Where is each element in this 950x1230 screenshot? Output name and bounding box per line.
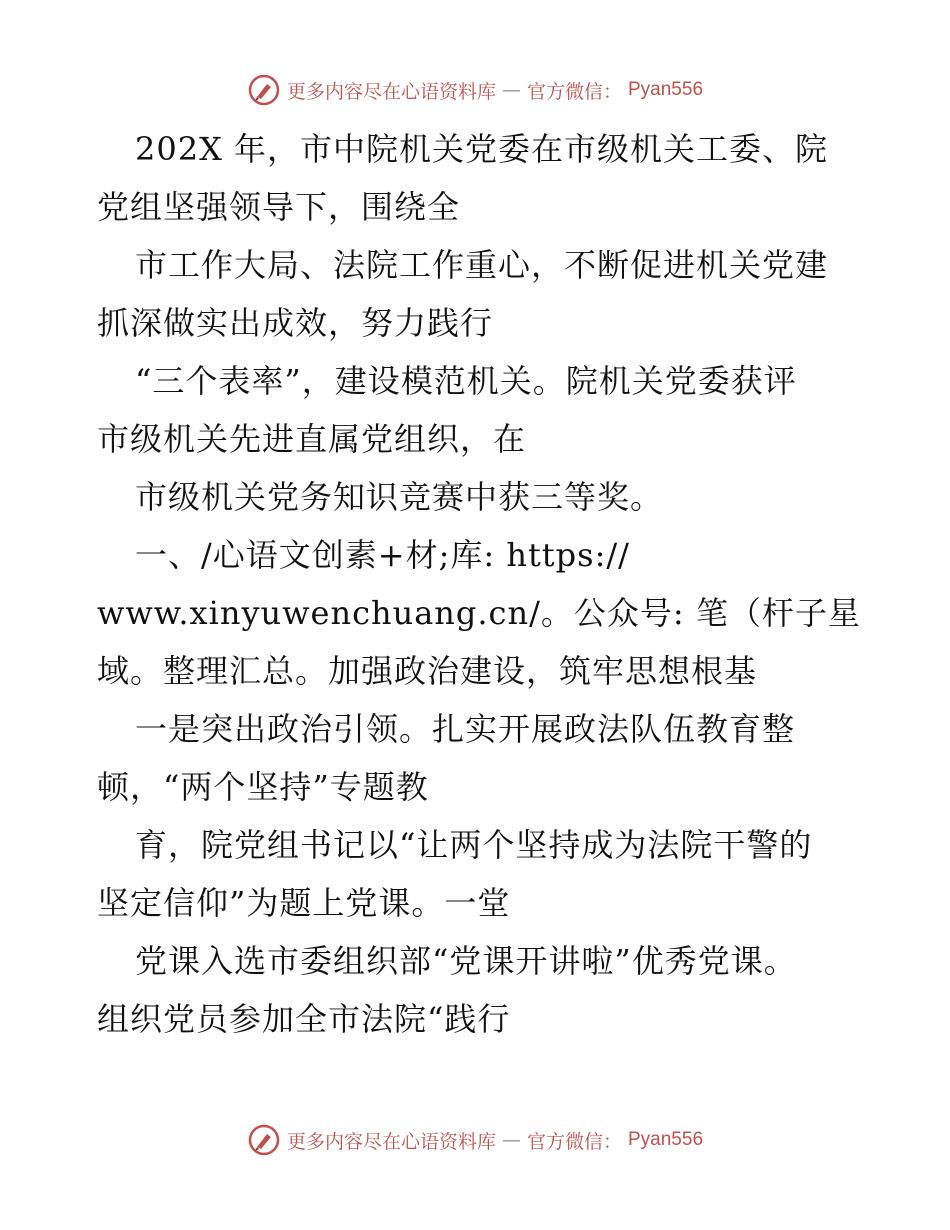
paragraph-line: 党组坚强领导下，围绕全 bbox=[97, 188, 461, 226]
paragraph-line: 育，院党组书记以“让两个坚持成为法院干警的 bbox=[135, 826, 813, 864]
paragraph-line: 党课入选市委组织部“党课开讲啦”优秀党课。 bbox=[135, 942, 797, 980]
header-banner-text: 更多内容尽在心语资料库 bbox=[286, 80, 496, 103]
footer-wechat-id: Pyan556 bbox=[628, 1129, 704, 1150]
paragraph-line: “三个表率”，建设模范机关。院机关党委获评 bbox=[135, 362, 797, 400]
footer-banner-text: 更多内容尽在心语资料库 bbox=[286, 1130, 496, 1153]
paragraph-line: 一是突出政治引领。扎实开展政法队伍教育整 bbox=[135, 710, 796, 748]
paragraph-line: 顿，“两个坚持”专题教 bbox=[97, 768, 429, 806]
document-body bbox=[97, 120, 867, 1048]
footer-banner-separator: — bbox=[501, 1129, 521, 1151]
footer-watermark-banner bbox=[0, 1120, 950, 1160]
footer-wechat-label: 官方微信： bbox=[526, 1130, 622, 1153]
paragraph-line: 市工作大局、法院工作重心，不断促进机关党建 bbox=[135, 246, 829, 284]
header-banner-separator: — bbox=[501, 79, 521, 101]
paragraph-line: 组织党员参加全市法院“践行 bbox=[97, 1000, 511, 1038]
paragraph-line: 抓深做实出成效，努力践行 bbox=[97, 304, 494, 342]
header-wechat-id: Pyan556 bbox=[628, 79, 704, 100]
paragraph-line: 202X 年，市中院机关党委在市级机关工委、院 bbox=[135, 130, 829, 168]
paragraph-line: www.xinyuwenchuang.cn/。公众号: 笔（杆子星 bbox=[97, 594, 861, 632]
paragraph-line: 坚定信仰”为题上党课。一堂 bbox=[97, 884, 511, 922]
paragraph-line: 一、/心语文创素+材;库: https:// bbox=[135, 536, 630, 574]
pen-nib-logo-icon bbox=[247, 1123, 281, 1157]
paragraph-line: 市级机关党务知识竞赛中获三等奖。 bbox=[135, 478, 664, 516]
paragraph-line: 域。整理汇总。加强政治建设，筑牢思想根基 bbox=[97, 652, 758, 690]
header-wechat-label: 官方微信： bbox=[526, 80, 622, 103]
paragraph-line: 市级机关先进直属党组织，在 bbox=[97, 420, 527, 458]
pen-nib-logo-icon bbox=[247, 73, 281, 107]
header-watermark-banner bbox=[0, 70, 950, 110]
